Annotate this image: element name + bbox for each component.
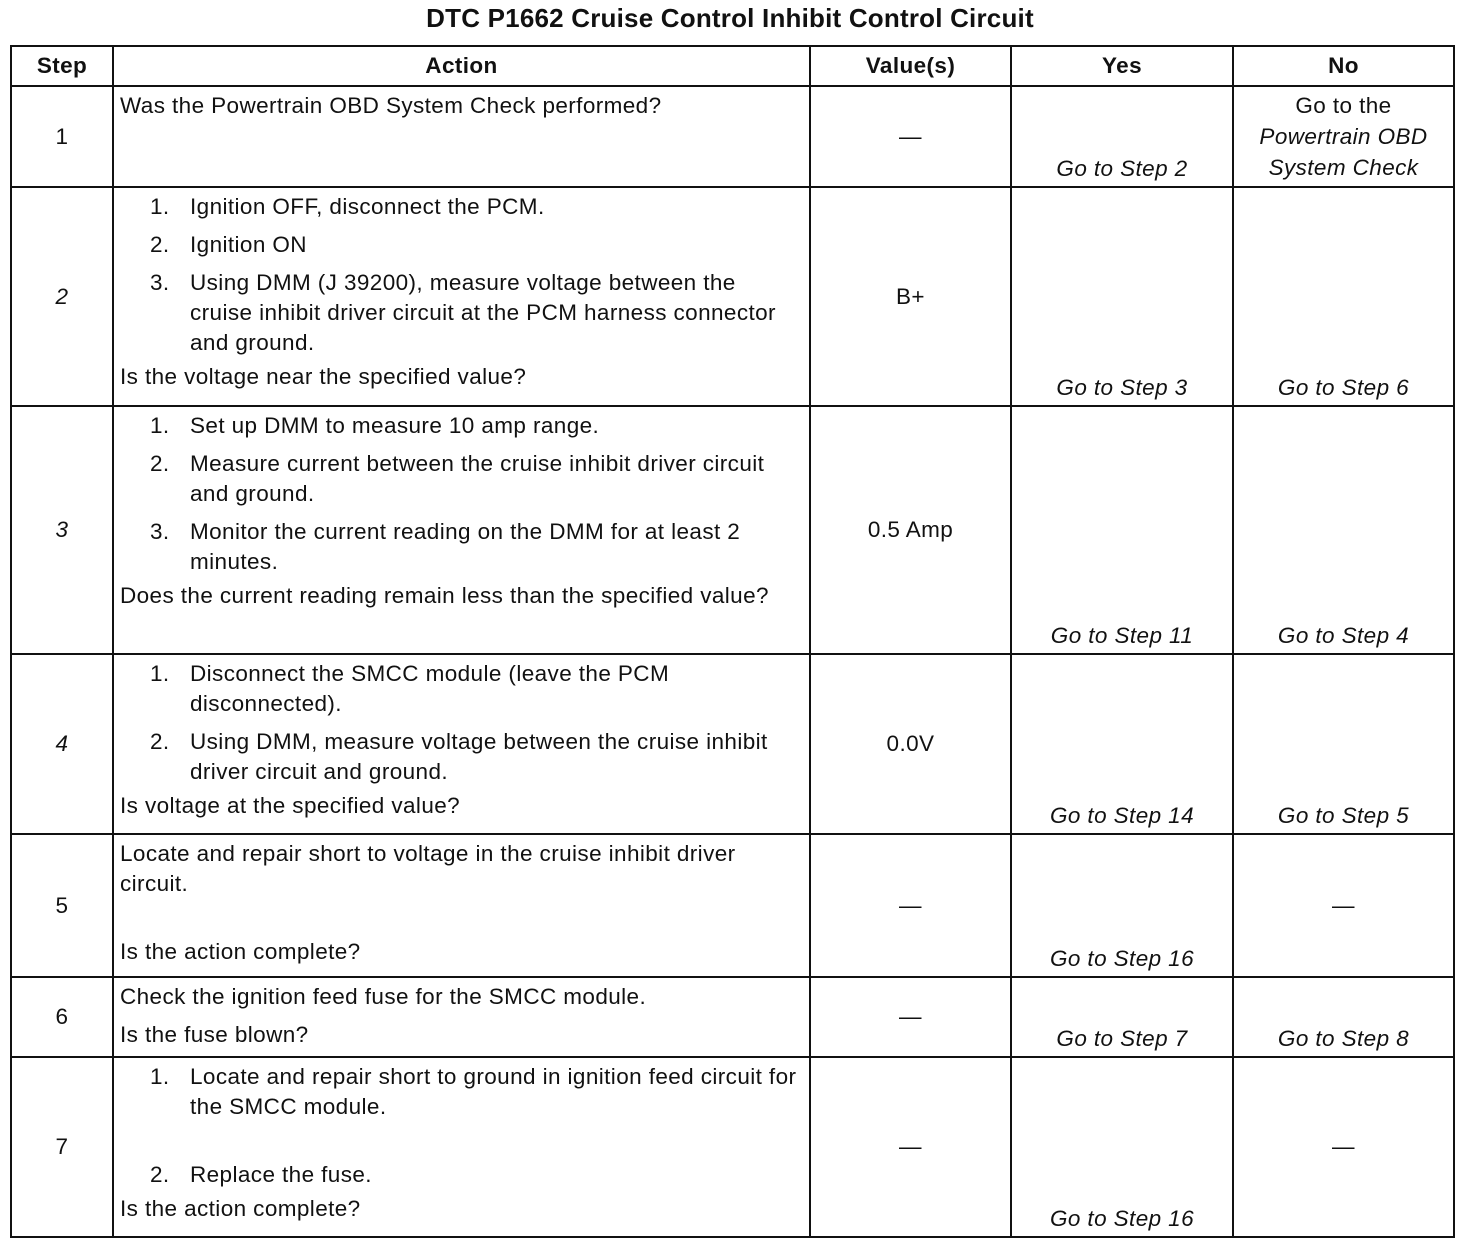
- table-header-row: [11, 46, 1454, 86]
- action-question: Is the fuse blown?: [120, 1022, 309, 1047]
- list-item-number: 2.: [150, 1162, 170, 1187]
- yes-cell: Go to Step 3: [1011, 187, 1233, 406]
- action-question: Is voltage at the specified value?: [120, 793, 461, 818]
- action-question: Is the action complete?: [120, 939, 361, 964]
- action-cell: [113, 187, 810, 406]
- yes-cell: Go to Step 16: [1011, 834, 1233, 977]
- list-item: [120, 268, 803, 358]
- header-yes: Yes: [1011, 46, 1233, 86]
- step-number: 2: [11, 187, 113, 406]
- list-item-text: Monitor the current reading on the DMM for at least 2 minutes.: [190, 519, 741, 574]
- list-item-text: Using DMM (J 39200), measure voltage between the cruise inhibit driver circuit at the PCM harness connector and ground.: [190, 270, 776, 355]
- table-row-step-7: [11, 1057, 1454, 1237]
- list-item-text: Locate and repair short to ground in ignition feed circuit for the SMCC module.: [190, 1064, 797, 1119]
- action-steps-list: [120, 192, 803, 358]
- list-item-text: Measure current between the cruise inhibit driver circuit and ground.: [190, 451, 765, 506]
- action-statement: Check the ignition feed fuse for the SMCC module.: [120, 984, 647, 1009]
- yes-cell: Go to Step 11: [1011, 406, 1233, 654]
- header-values: Value(s): [810, 46, 1011, 86]
- action-cell: [113, 977, 810, 1057]
- yes-cell: Go to Step 2: [1011, 86, 1233, 187]
- action-steps-list: [120, 659, 803, 787]
- list-item: [120, 517, 803, 577]
- list-item-text: Ignition ON: [190, 232, 307, 257]
- action-question: Is the action complete?: [120, 1196, 361, 1221]
- value-cell: 0.5 Amp: [810, 406, 1011, 654]
- value-cell: 0.0V: [810, 654, 1011, 834]
- list-item-number: 1.: [150, 194, 170, 219]
- no-cell: Go to Step 4: [1233, 406, 1454, 654]
- action-statement: Locate and repair short to voltage in the cruise inhibit driver circuit.: [120, 841, 736, 896]
- no-line-1: Go to the: [1295, 93, 1392, 118]
- action-cell: [113, 654, 810, 834]
- value-cell: —: [810, 1057, 1011, 1237]
- list-item: [120, 727, 803, 787]
- list-item: [120, 230, 803, 260]
- no-cell: —: [1233, 1057, 1454, 1237]
- list-item-text: Replace the fuse.: [190, 1162, 372, 1187]
- value-cell: B+: [810, 187, 1011, 406]
- step-number: 1: [11, 86, 113, 187]
- list-item-number: 2.: [150, 451, 170, 476]
- action-question: Is the voltage near the specified value?: [120, 364, 527, 389]
- yes-cell: Go to Step 14: [1011, 654, 1233, 834]
- action-cell: [113, 834, 810, 977]
- list-item-number: 1.: [150, 661, 170, 686]
- list-item: [120, 411, 803, 441]
- no-cell: Go to Step 8: [1233, 977, 1454, 1057]
- list-item-number: 2.: [150, 232, 170, 257]
- value-cell: —: [810, 834, 1011, 977]
- value-cell: —: [810, 86, 1011, 187]
- action-steps-list: [120, 1062, 803, 1190]
- header-action: Action: [113, 46, 810, 86]
- step-number: 4: [11, 654, 113, 834]
- list-item-number: 2.: [150, 729, 170, 754]
- list-item-text: Set up DMM to measure 10 amp range.: [190, 413, 600, 438]
- action-cell: [113, 406, 810, 654]
- list-item-number: 3.: [150, 270, 170, 295]
- value-cell: —: [810, 977, 1011, 1057]
- list-item-text: Using DMM, measure voltage between the cruise inhibit driver circuit and ground.: [190, 729, 768, 784]
- yes-cell: Go to Step 16: [1011, 1057, 1233, 1237]
- diagnostic-table: [10, 45, 1455, 1238]
- page-title: DTC P1662 Cruise Control Inhibit Control Circuit: [426, 3, 1034, 33]
- list-item: [120, 449, 803, 509]
- header-no: No: [1233, 46, 1454, 86]
- no-cell: [1233, 86, 1454, 187]
- action-question: Does the current reading remain less than the specified value?: [120, 583, 769, 608]
- step-number: 7: [11, 1057, 113, 1237]
- table-row-step-6: [11, 977, 1454, 1057]
- yes-cell: Go to Step 7: [1011, 977, 1233, 1057]
- table-row-step-5: [11, 834, 1454, 977]
- table-row-step-1: [11, 86, 1454, 187]
- list-item: [120, 659, 803, 719]
- list-item-text: Ignition OFF, disconnect the PCM.: [190, 194, 545, 219]
- list-item-text: Disconnect the SMCC module (leave the PCM disconnected).: [190, 661, 670, 716]
- table-row-step-3: [11, 406, 1454, 654]
- action-cell: [113, 1057, 810, 1237]
- list-item: [120, 1062, 803, 1122]
- step-number: 5: [11, 834, 113, 977]
- no-cell: Go to Step 5: [1233, 654, 1454, 834]
- list-item-number: 1.: [150, 413, 170, 438]
- step-number: 6: [11, 977, 113, 1057]
- list-item-number: 3.: [150, 519, 170, 544]
- action-statement: Was the Powertrain OBD System Check performed?: [120, 93, 662, 118]
- header-step: Step: [11, 46, 113, 86]
- action-cell: [113, 86, 810, 187]
- list-item-number: 1.: [150, 1064, 170, 1089]
- table-row-step-2: [11, 187, 1454, 406]
- no-line-2: Powertrain OBD System Check: [1259, 124, 1428, 180]
- list-item: [120, 192, 803, 222]
- no-cell: —: [1233, 834, 1454, 977]
- no-cell: Go to Step 6: [1233, 187, 1454, 406]
- step-number: 3: [11, 406, 113, 654]
- table-row-step-4: [11, 654, 1454, 834]
- action-steps-list: [120, 411, 803, 577]
- list-item: [120, 1160, 803, 1190]
